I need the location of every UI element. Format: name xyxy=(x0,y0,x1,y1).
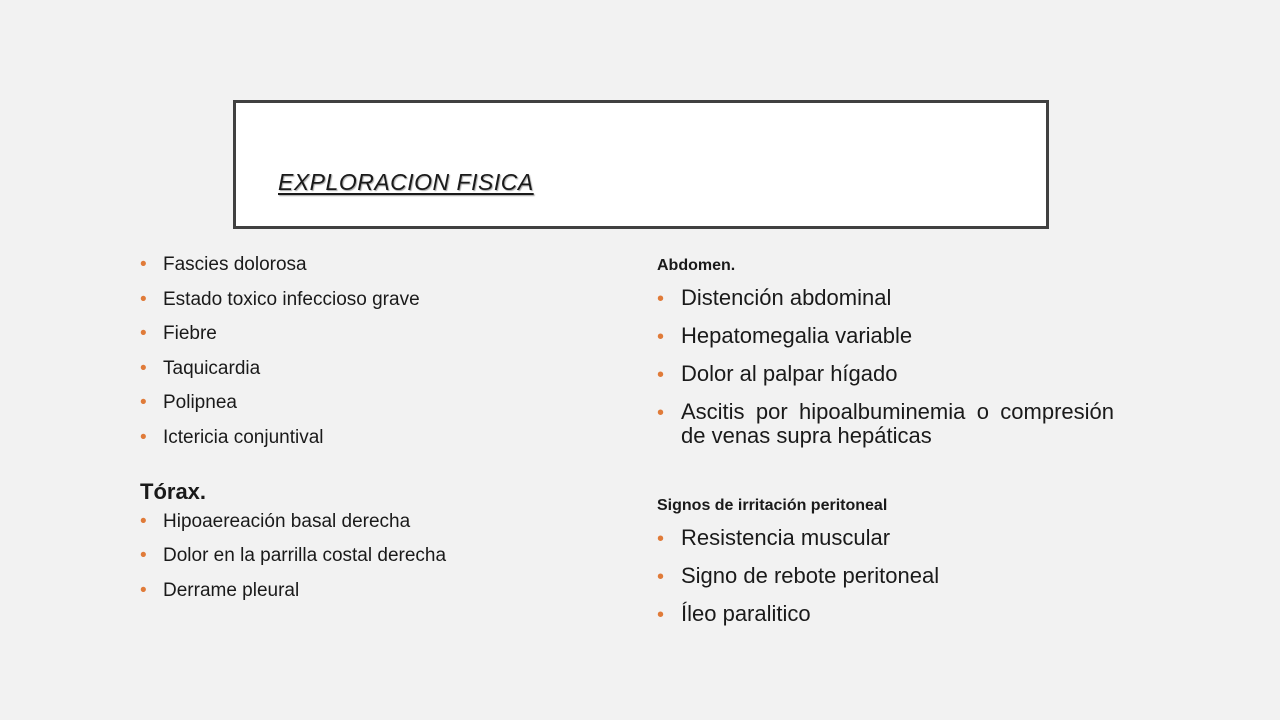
bullet-icon: • xyxy=(140,357,147,379)
abdomen-list xyxy=(657,286,1114,448)
list-item: • Signo de rebote peritoneal xyxy=(657,563,940,588)
bullet-icon: • xyxy=(657,604,665,626)
bullet-icon: • xyxy=(140,426,147,448)
list-item: • Dolor al palpar hígado xyxy=(657,361,898,386)
list-item: • Distención abdominal xyxy=(657,285,892,310)
list-item: • Hepatomegalia variable xyxy=(657,323,913,348)
bullet-icon: • xyxy=(140,510,147,532)
title-box xyxy=(233,100,1049,229)
slide-title: EXPLORACION FISICA xyxy=(278,169,534,195)
bullet-icon: • xyxy=(140,392,147,413)
list-item: • Estado toxico infeccioso grave xyxy=(140,288,420,310)
list-item: • Fascies dolorosa xyxy=(140,254,307,275)
torax-list xyxy=(140,511,620,602)
bullet-icon: • xyxy=(140,579,147,601)
bullet-icon: • xyxy=(140,323,147,344)
signos-heading: Signos de irritación peritoneal xyxy=(657,497,888,514)
signos-list xyxy=(657,526,1114,626)
bullet-icon: • xyxy=(657,566,665,588)
list-item: • Ictericia conjuntival xyxy=(140,426,324,448)
list-item: • Fiebre xyxy=(140,323,217,344)
bullet-icon: • xyxy=(657,528,665,550)
abdomen-heading: Abdomen. xyxy=(657,257,736,274)
list-item: • Polipnea xyxy=(140,392,237,413)
right-column xyxy=(657,256,1114,640)
list-item: • Hipoaereación basal derecha xyxy=(140,510,411,532)
bullet-icon: • xyxy=(657,402,665,424)
list-item: • Dolor en la parrilla costal derecha xyxy=(140,545,447,566)
list-item: • Ascitis por hipoalbuminemia o compresión de venas supra hepáticas xyxy=(657,399,1114,448)
general-findings-list xyxy=(140,254,620,449)
bullet-icon: • xyxy=(140,288,147,310)
bullet-icon: • xyxy=(657,364,665,386)
left-column xyxy=(140,254,620,614)
list-item: • Íleo paralitico xyxy=(657,601,811,626)
bullet-icon: • xyxy=(657,288,665,310)
bullet-icon: • xyxy=(657,326,665,348)
bullet-icon: • xyxy=(140,545,147,566)
list-item: • Resistencia muscular xyxy=(657,525,891,550)
list-item: • Derrame pleural xyxy=(140,579,300,601)
bullet-icon: • xyxy=(140,254,147,275)
torax-heading: Tórax. xyxy=(140,478,207,504)
list-item: • Taquicardia xyxy=(140,357,261,379)
